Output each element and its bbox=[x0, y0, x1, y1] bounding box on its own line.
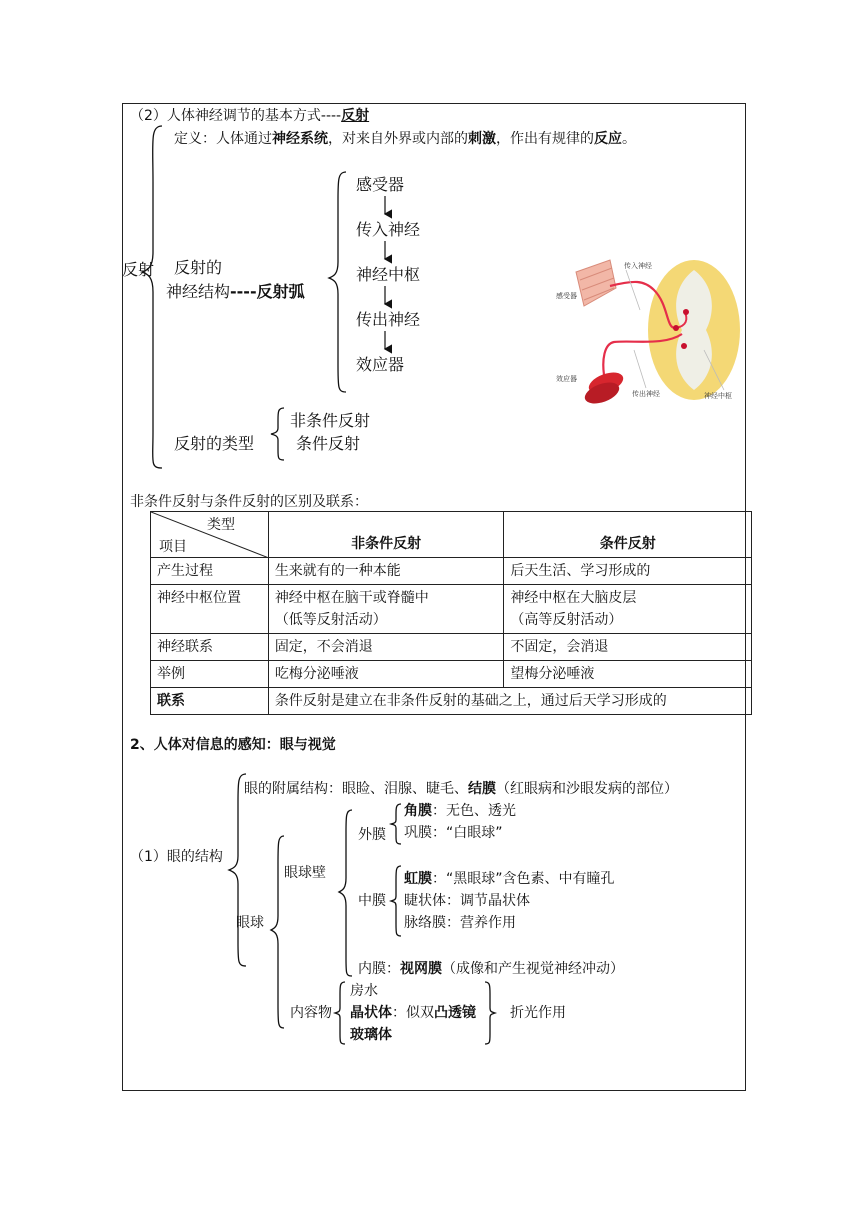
arc-step-efferent: 传出神经 bbox=[356, 310, 421, 329]
table-row: 产生过程 生来就有的一种本能 后天生活、学习形成的 bbox=[151, 558, 752, 585]
lens-text: 晶状体：似双凸透镜 bbox=[350, 1005, 476, 1021]
receptor-skin-icon bbox=[576, 260, 616, 306]
svg-text:神经中枢: 神经中枢 bbox=[704, 392, 732, 400]
arc-step-effector: 效应器 bbox=[356, 355, 405, 374]
contents-brace-left bbox=[332, 980, 348, 1046]
col-unconditioned: 非条件反射 bbox=[268, 512, 504, 558]
wall-brace bbox=[336, 808, 356, 978]
types-label: 反射的类型 bbox=[174, 434, 255, 453]
type-unconditioned: 非条件反射 bbox=[290, 411, 371, 430]
sclera-text: 巩膜：“白眼球” bbox=[404, 825, 503, 841]
reflex-definition: 定义：人体通过神经系统，对来自外界或内部的刺激，作出有规律的反应。 bbox=[174, 131, 636, 147]
cornea-text: 角膜：无色、透光 bbox=[404, 803, 516, 819]
table-header-row bbox=[151, 512, 752, 558]
reflex-arc-illustration bbox=[554, 250, 744, 410]
contents-label: 内容物 bbox=[290, 1005, 332, 1021]
eye-structure-label: （1）眼的结构 bbox=[130, 849, 223, 865]
eye-accessory: 眼的附属结构：眼睑、泪腺、睫毛、结膜（红眼病和沙眼发病的部位） bbox=[244, 781, 678, 797]
middle-brace bbox=[388, 864, 404, 938]
eyeball-wall-label: 眼球壁 bbox=[284, 865, 326, 881]
comparison-caption: 非条件反射与条件反射的区别及联系： bbox=[130, 494, 368, 510]
table-row: 神经联系 固定，不会消退 不固定，会消退 bbox=[151, 634, 752, 661]
middle-layer-label: 中膜 bbox=[358, 893, 386, 909]
effector-muscle-icon bbox=[582, 368, 626, 407]
outer-layer-label: 外膜 bbox=[358, 827, 386, 843]
eye-main-brace bbox=[226, 772, 250, 968]
corner-cell: 类型 项目 bbox=[151, 512, 269, 558]
svg-text:效应器: 效应器 bbox=[556, 375, 577, 383]
reflex-brace-label: 反射 bbox=[122, 260, 155, 279]
reflex-heading: （2）人体神经调节的基本方式----反射 bbox=[130, 108, 370, 124]
table-row-link: 联系 条件反射是建立在非条件反射的基础之上，通过后天学习形成的 bbox=[151, 688, 752, 715]
iris-text: 虹膜：“黑眼球”含色素、中有瞳孔 bbox=[404, 871, 615, 887]
arc-step-receptor: 感受器 bbox=[356, 175, 405, 194]
structure-label-line2: 神经结构----反射弧 bbox=[166, 282, 305, 301]
aqueous-text: 房水 bbox=[350, 983, 378, 999]
comparison-table bbox=[150, 511, 752, 715]
choroid-text: 脉络膜：营养作用 bbox=[404, 915, 516, 931]
table-row: 举例 吃梅分泌唾液 望梅分泌唾液 bbox=[151, 661, 752, 688]
type-conditioned: 条件反射 bbox=[296, 434, 361, 453]
table-row: 神经中枢位置 神经中枢在脑干或脊髓中 （低等反射活动） 神经中枢在大脑皮层 （高等反射活动） bbox=[151, 585, 752, 634]
refraction-text: 折光作用 bbox=[510, 1005, 566, 1021]
contents-brace-right bbox=[482, 980, 498, 1046]
svg-text:感受器: 感受器 bbox=[556, 292, 577, 300]
col-conditioned: 条件反射 bbox=[504, 512, 752, 558]
svg-text:传入神经: 传入神经 bbox=[624, 262, 652, 270]
svg-text:传出神经: 传出神经 bbox=[632, 390, 660, 398]
arc-step-center: 神经中枢 bbox=[356, 265, 421, 284]
structure-label-line1: 反射的 bbox=[174, 258, 223, 277]
inner-layer-text: 内膜：视网膜（成像和产生视觉神经冲动） bbox=[358, 961, 624, 977]
eyeball-label: 眼球 bbox=[236, 915, 264, 931]
types-brace bbox=[268, 406, 288, 462]
arc-step-afferent: 传入神经 bbox=[356, 220, 421, 239]
vitreous-text: 玻璃体 bbox=[350, 1027, 392, 1043]
outer-brace bbox=[388, 802, 404, 846]
eye-heading: 2、人体对信息的感知：眼与视觉 bbox=[130, 737, 336, 753]
ciliary-text: 睫状体：调节晶状体 bbox=[404, 893, 530, 909]
